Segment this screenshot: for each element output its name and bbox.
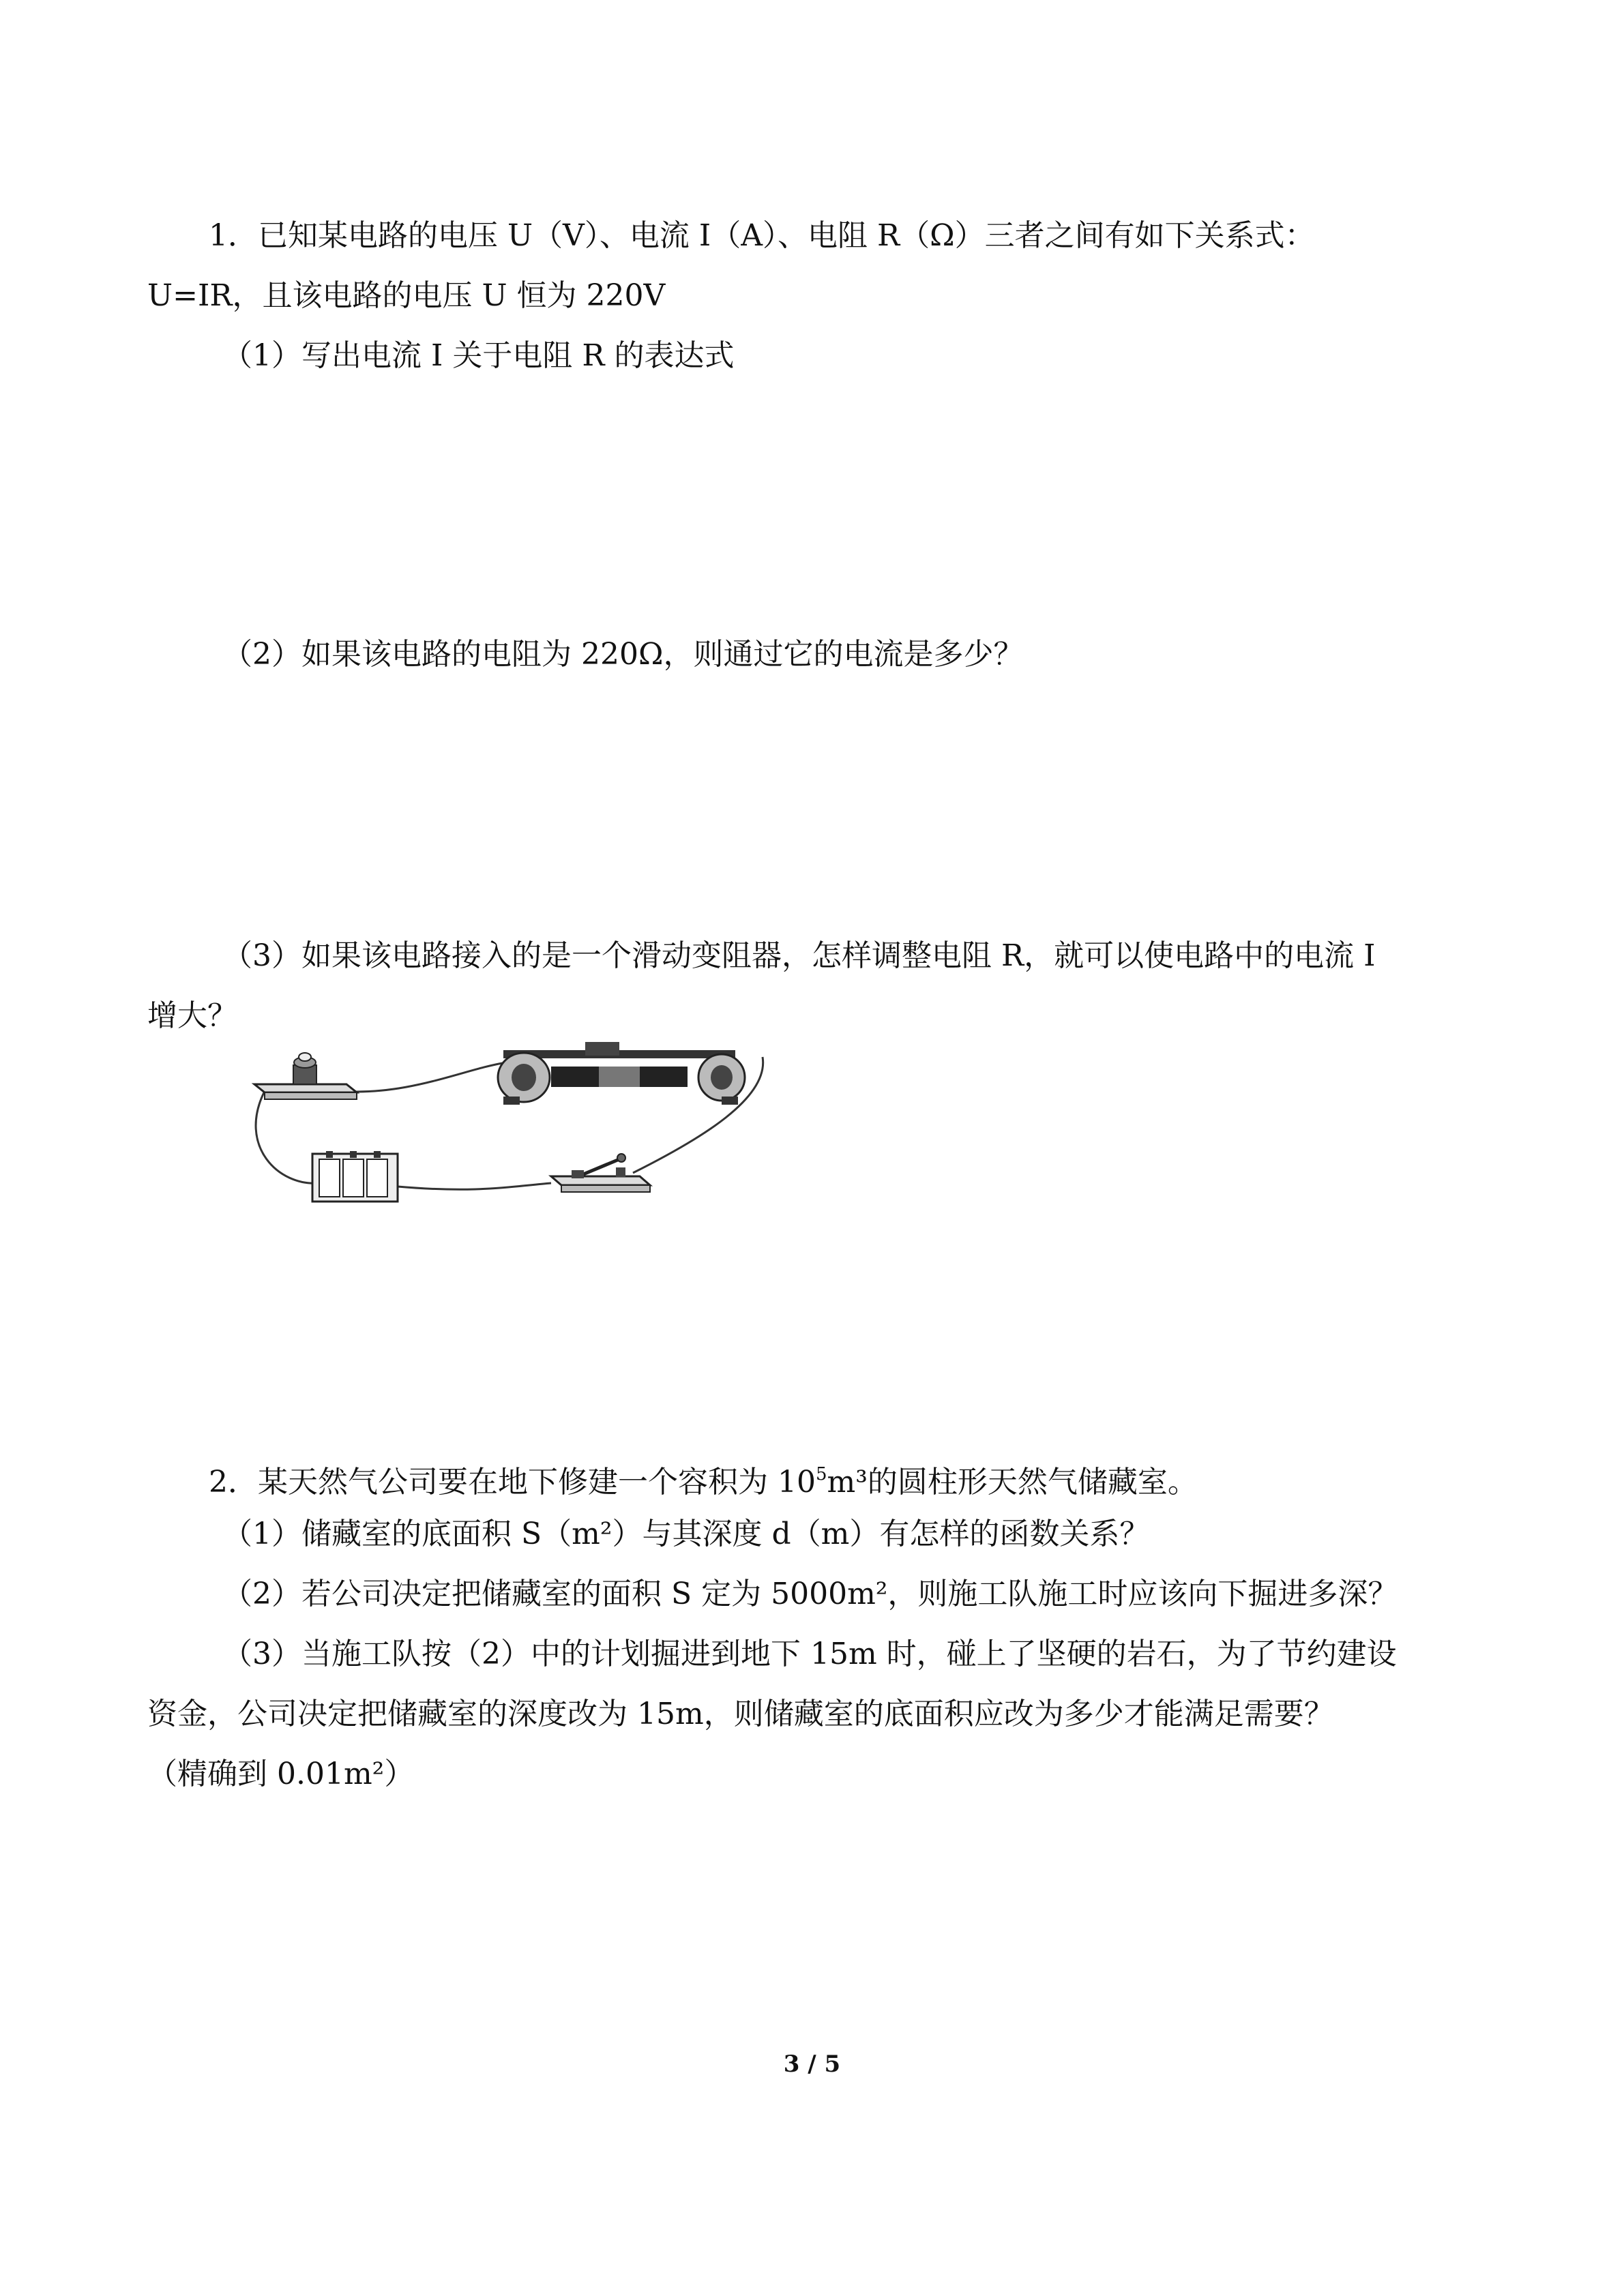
- wire-2: [256, 1091, 319, 1183]
- q1-part2: （2）如果该电路的电阻为 220Ω，则通过它的电流是多少？: [222, 637, 1024, 672]
- q2-part3-line2: 资金，公司决定把储藏室的深度改为 15m，则储藏室的底面积应改为多少才能满足需要？: [147, 1697, 1334, 1731]
- rheostat-component: [498, 1042, 745, 1105]
- q2-part1: （1）储藏室的底面积 S（m²）与其深度 d（m）有怎样的函数关系？: [222, 1517, 1150, 1551]
- q1-part1: （1）写出电流 I 关于电阻 R 的表达式: [222, 338, 735, 373]
- q1-part3-line1: （3）如果该电路接入的是一个滑动变阻器，怎样调整电阻 R，就可以使电路中的电流 I: [222, 938, 1376, 973]
- q2-intro: 2．某天然气公司要在地下修建一个容积为 $10^5m^3$的圆柱形天然气储藏室。: [209, 1464, 1198, 1500]
- lamp-component: [254, 1053, 357, 1099]
- q2-part3-line1: （3）当施工队按（2）中的计划掘进到地下 15m 时，碰上了坚硬的岩石，为了节约建设: [222, 1637, 1397, 1671]
- circuit-diagram: [251, 1037, 783, 1207]
- battery-component: [312, 1151, 398, 1202]
- q1-intro-line2: U=IR，且该电路的电压 U 恒为 220V: [147, 278, 666, 313]
- page-number: 3 / 5: [783, 2051, 841, 2078]
- q2-part3-line3: （精确到 0.01m²）: [147, 1757, 415, 1791]
- q1-part3-line2: 增大？: [147, 998, 237, 1033]
- q1-intro-line1: 1．已知某电路的电压 U（V）、电流 I（A）、电阻 R（Ω）三者之间有如下关系式：: [209, 218, 1315, 253]
- wire-3: [398, 1183, 551, 1189]
- q2-part2: （2）若公司决定把储藏室的面积 S 定为 5000m²，则施工队施工时应该向下掘进多深？: [222, 1577, 1398, 1611]
